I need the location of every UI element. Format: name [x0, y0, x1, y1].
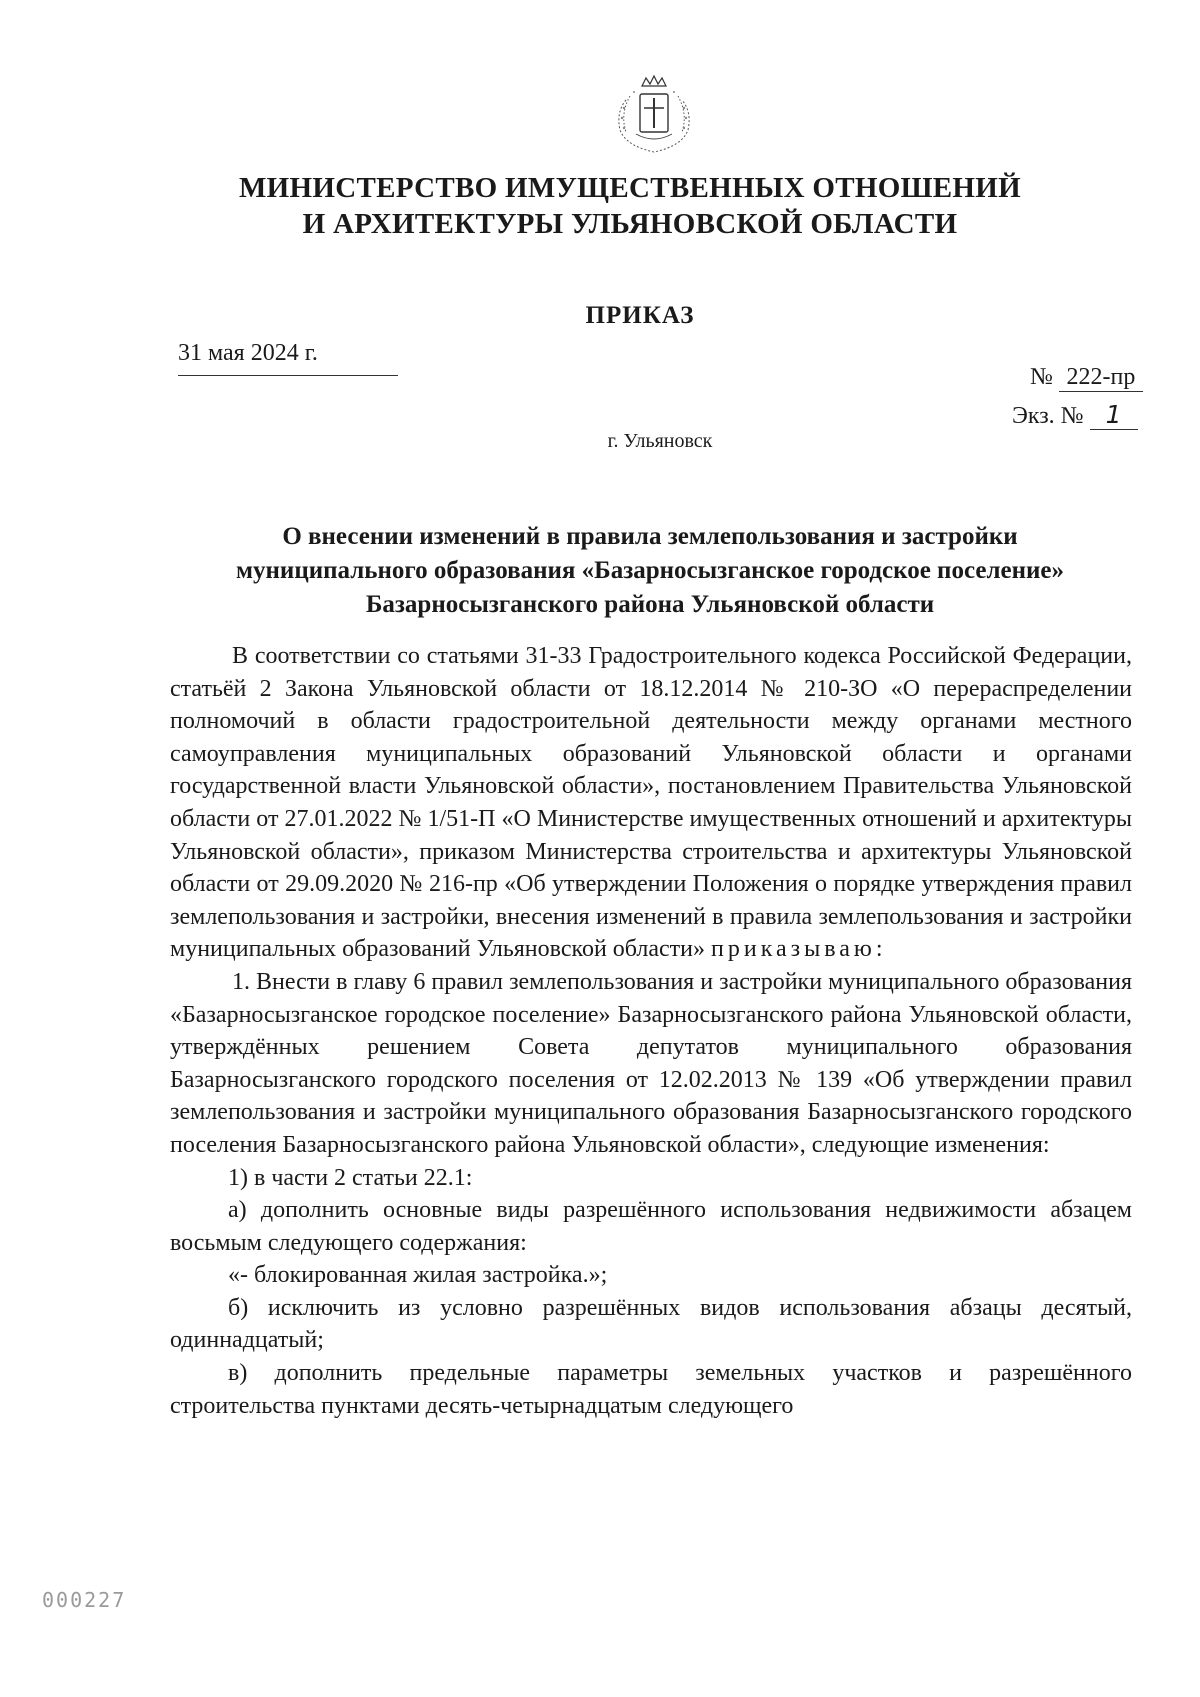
city: г. Ульяновск	[607, 430, 713, 452]
preamble-paragraph	[170, 640, 1132, 966]
title-line-3: Базарносызганского района Ульяновской области	[365, 591, 935, 618]
copy-number-label: Экз. №	[1012, 403, 1084, 429]
quote-line: «- блокированная жилая застройка.»;	[228, 1262, 608, 1289]
order-number-value: 222-пр	[1059, 364, 1143, 392]
page-stamp: 000227	[42, 1588, 127, 1612]
sub-item-1: 1) в части 2 статьи 22.1:	[228, 1164, 473, 1191]
order-word: приказываю:	[711, 936, 887, 963]
order-number	[1030, 364, 1166, 392]
ministry-line-2: И АРХИТЕКТУРЫ УЛЬЯНОВСКОЙ ОБЛАСТИ	[302, 208, 958, 240]
preamble-text: В соответствии со статьями 31-33 Градостроительного кодекса Российской Федерации, статьёй 2 Закона Ульяновской области от 18.12.2014 № 210-ЗО «О перераспределении полномочий в области градостроительной деятельности между органами местного самоуправления муниципальных образований Ульяновской области и органами государственной власти Ульяновской области», постановлением Правительства Ульяновской области от 27.01.2022 № 1/51-П «О Министерстве имущественных отношений и архитектуры Ульяновской области», приказом Министерства строительства и архитектуры Ульяновской области от 29.09.2020 № 216-пр «Об утверждении Положения о порядке утверждения правил землепользования и застройки, внесения изменений в правила землепользования и застройки муниципальных образований Ульяновской области»	[170, 643, 1132, 963]
order-title	[175, 520, 1125, 622]
document-type: ПРИКАЗ	[585, 302, 695, 329]
ministry-name	[230, 170, 1030, 242]
copy-number	[1012, 400, 1166, 430]
coat-of-arms-icon	[606, 72, 702, 156]
ministry-line-1: МИНИСТЕРСТВО ИМУЩЕСТВЕННЫХ ОТНОШЕНИЙ	[238, 172, 1021, 204]
title-line-1: О внесении изменений в правила землепользования и застройки	[282, 523, 1018, 550]
sub-item-a: а) дополнить основные виды разрешённого использования недвижимости абзацем восьмым следующего содержания:	[170, 1197, 1132, 1256]
item-1-paragraph: 1. Внести в главу 6 правил землепользования и застройки муниципального образования «Базарносызганское городское поселение» Базарносызганского района Ульяновской области, утверждённых решением Совета депутатов муниципального образования Базарносызганского городского поселения от 12.02.2013 № 139 «Об утверждении правил землепользования и застройки муниципального образования Базарносызганского городского поселения Базарносызганского района Ульяновской области», следующие изменения:	[170, 968, 1132, 1158]
sub-item-b: б) исключить из условно разрешённых видов использования абзацы десятый, одиннадцатый;	[170, 1294, 1132, 1354]
copy-number-value: 1	[1090, 400, 1138, 430]
sub-item-v: в) дополнить предельные параметры земельных участков и разрешённого строительства пунктами десять-четырнадцатым следующего	[170, 1360, 1132, 1419]
order-number-label: №	[1030, 364, 1053, 390]
title-line-2: муниципального образования «Базарносызганское городское поселение»	[236, 557, 1064, 584]
order-date: 31 мая 2024 г.	[178, 340, 398, 376]
order-body	[170, 640, 1132, 1422]
